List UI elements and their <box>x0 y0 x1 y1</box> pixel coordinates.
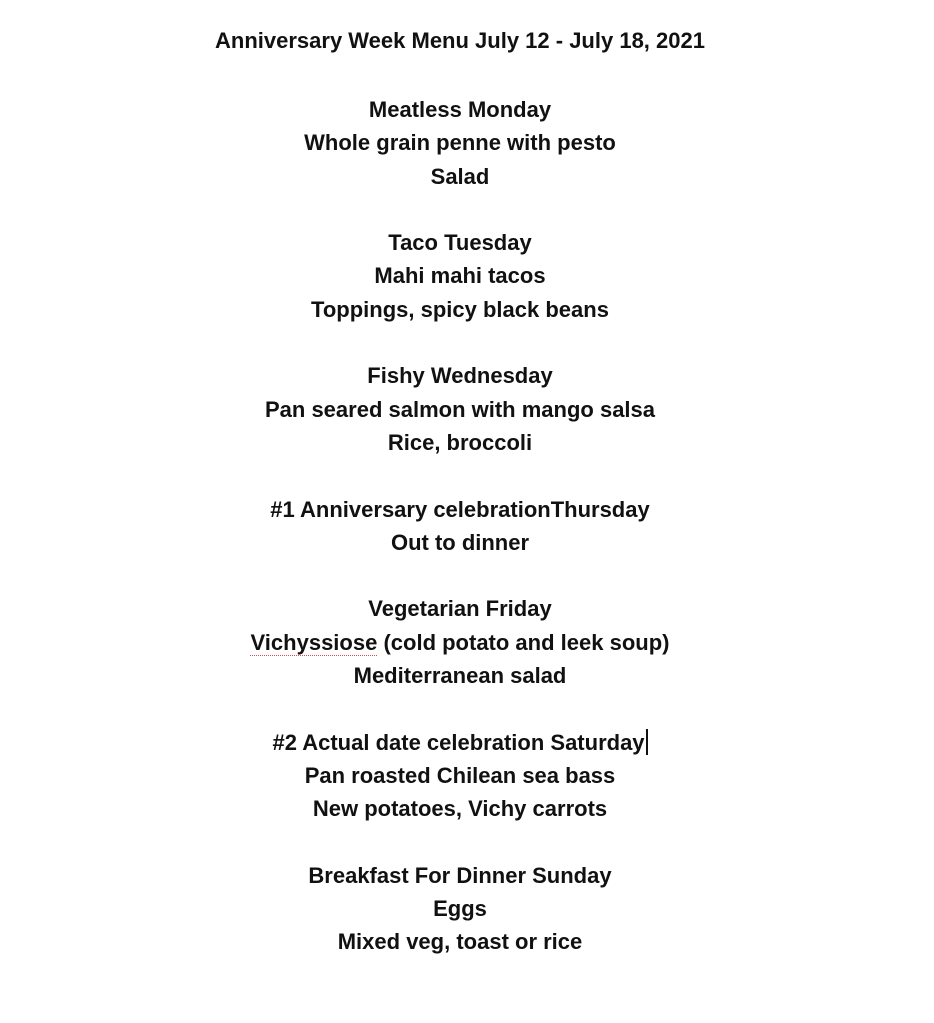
day-heading: #2 Actual date celebration Saturday <box>272 729 645 755</box>
day-heading-line <box>0 726 920 759</box>
menu-title: Anniversary Week Menu July 12 - July 18, 2021 <box>215 28 705 53</box>
blank-line <box>0 459 920 492</box>
menu-item: Whole grain penne with pesto <box>304 130 616 156</box>
text-cursor <box>646 729 648 755</box>
menu-item-text: (cold potato and leek soup) <box>383 629 670 655</box>
menu-item: Out to dinner <box>390 529 530 555</box>
menu-item: Pan seared salmon with mango salsa <box>264 396 656 422</box>
blank-line <box>0 193 920 226</box>
menu-item: Salad <box>430 163 490 189</box>
day-section-saturday <box>0 726 920 826</box>
blank-line <box>0 826 920 859</box>
day-section-wednesday <box>0 359 920 459</box>
day-section-sunday <box>0 859 920 959</box>
blank-line <box>0 692 920 725</box>
blank-line <box>0 326 920 359</box>
menu-item: Toppings, spicy black beans <box>311 296 609 322</box>
day-section-monday <box>0 93 920 193</box>
day-heading: Vegetarian Friday <box>368 596 552 622</box>
menu-item: Rice, broccoli <box>387 429 533 455</box>
menu-item: Mixed veg, toast or rice <box>337 929 583 955</box>
day-section-tuesday <box>0 226 920 326</box>
day-heading: Meatless Monday <box>368 97 552 122</box>
misspelled-word[interactable]: Vichyssiose <box>250 629 378 655</box>
menu-item <box>0 626 920 659</box>
day-heading: Fishy Wednesday <box>367 363 553 389</box>
blank-line <box>0 559 920 592</box>
menu-item: Mahi mahi tacos <box>374 263 546 289</box>
day-section-thursday <box>0 493 920 560</box>
menu-item: New potatoes, Vichy carrots <box>312 796 608 822</box>
document-body[interactable] <box>0 26 920 959</box>
day-section-friday <box>0 592 920 692</box>
menu-item: Eggs <box>433 896 487 922</box>
day-heading: Breakfast For Dinner Sunday <box>308 862 612 888</box>
day-heading: Taco Tuesday <box>388 230 532 256</box>
menu-item: Mediterranean salad <box>353 663 567 689</box>
day-heading: #1 Anniversary celebrationThursday <box>270 496 650 522</box>
menu-item: Pan roasted Chilean sea bass <box>304 762 616 788</box>
